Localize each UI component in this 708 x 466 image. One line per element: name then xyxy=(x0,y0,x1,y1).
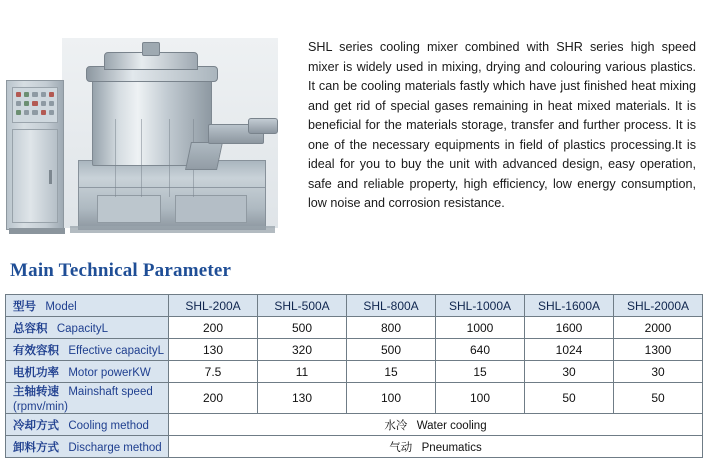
product-description-pane xyxy=(300,0,708,250)
row-label: 冷却方式 Cooling method xyxy=(6,414,169,436)
section-heading-band xyxy=(0,250,708,294)
cell: 200 xyxy=(169,317,258,339)
cell: 130 xyxy=(169,339,258,361)
control-cabinet-icon xyxy=(6,80,64,230)
product-description-text: SHL series cooling mixer combined with SHR series high speed mixer is widely used in mixing, drying and colouring various plastics. It can be cooling materials fastly which have just finished heat mixing and get rid of special gases remaining in heat mixed materials. It is beneficial for the materials storage, transfer and further process. It is one of the necessary equipments in field of plastics processing.It is ideal for you to buy the unit with advanced design, easy operation, safe and reliable property, high efficiency, low energy consumption, low noise and corrosion resistance. xyxy=(308,40,696,210)
merged-cell: 气动 Pneumatics xyxy=(169,436,703,458)
column-header: SHL-1000A xyxy=(436,295,525,317)
row-label: 总容积 CapacityL xyxy=(6,317,169,339)
cell: 30 xyxy=(614,361,703,383)
header-label-en: Model xyxy=(45,300,77,313)
cell: 2000 xyxy=(614,317,703,339)
control-panel xyxy=(12,87,58,123)
cell: 500 xyxy=(347,339,436,361)
column-header: SHL-800A xyxy=(347,295,436,317)
table-row xyxy=(6,339,703,361)
technical-parameter-table xyxy=(5,294,703,458)
bottom-spacer xyxy=(0,458,708,466)
table-header-model xyxy=(6,295,169,317)
row-label: 主轴转速 Mainshaft speed (rpmv/min) xyxy=(6,383,169,414)
column-header: SHL-500A xyxy=(258,295,347,317)
indicator-row-1 xyxy=(16,92,54,97)
cell: 15 xyxy=(436,361,525,383)
merged-cell: 水冷 Water cooling xyxy=(169,414,703,436)
table-header-row xyxy=(6,295,703,317)
header-label-zh: 型号 xyxy=(13,298,36,313)
mixer-illustration xyxy=(0,38,300,238)
indicator-row-3 xyxy=(16,110,54,115)
table-row xyxy=(6,317,703,339)
base-access-panel-right xyxy=(175,195,247,223)
drum-knob xyxy=(142,42,160,56)
cell: 15 xyxy=(347,361,436,383)
cell: 1000 xyxy=(436,317,525,339)
table-row xyxy=(6,361,703,383)
column-header: SHL-2000A xyxy=(614,295,703,317)
cell: 320 xyxy=(258,339,347,361)
row-label: 卸料方式 Discharge method xyxy=(6,436,169,458)
mixer-base-frame xyxy=(78,160,266,230)
column-header: SHL-1600A xyxy=(525,295,614,317)
base-access-panel-left xyxy=(97,195,161,223)
cell: 130 xyxy=(258,383,347,414)
page-title: Main Technical Parameter xyxy=(10,260,232,281)
cell: 800 xyxy=(347,317,436,339)
indicator-row-2 xyxy=(16,101,54,106)
table-row-merged xyxy=(6,414,703,436)
cell: 640 xyxy=(436,339,525,361)
pneumatic-cylinder xyxy=(248,118,278,134)
row-label: 电机功率 Motor powerKW xyxy=(6,361,169,383)
cabinet-handle xyxy=(49,170,52,184)
cell: 50 xyxy=(614,383,703,414)
product-photo xyxy=(0,0,300,250)
cell: 200 xyxy=(169,383,258,414)
cell: 1300 xyxy=(614,339,703,361)
cell: 50 xyxy=(525,383,614,414)
discharge-chute xyxy=(185,142,223,170)
cabinet-base xyxy=(9,228,65,234)
cell: 1024 xyxy=(525,339,614,361)
column-header: SHL-200A xyxy=(169,295,258,317)
table-row xyxy=(6,383,703,414)
cell: 100 xyxy=(347,383,436,414)
cell: 500 xyxy=(258,317,347,339)
base-seam xyxy=(79,187,265,188)
cell: 100 xyxy=(436,383,525,414)
cell: 11 xyxy=(258,361,347,383)
row-label: 有效容积 Effective capacityL xyxy=(6,339,169,361)
cell: 7.5 xyxy=(169,361,258,383)
cell: 1600 xyxy=(525,317,614,339)
cell: 30 xyxy=(525,361,614,383)
spec-table-wrapper xyxy=(0,294,708,458)
cabinet-door xyxy=(12,129,58,223)
floor-shadow xyxy=(70,226,275,233)
